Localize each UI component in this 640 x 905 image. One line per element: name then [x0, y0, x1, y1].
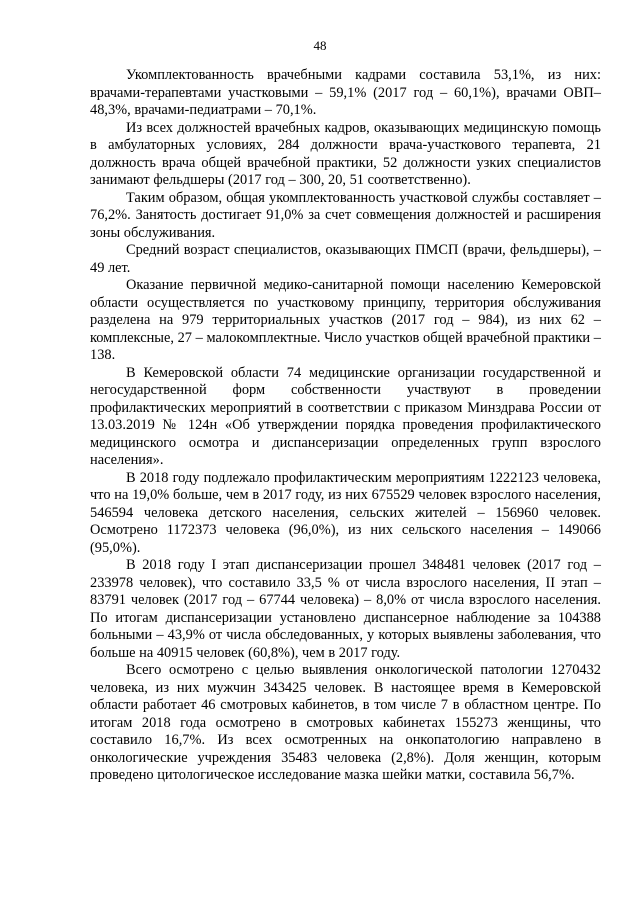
paragraph-feldsher-positions: Из всех должностей врачебных кадров, оказывающих медицинскую помощь в амбулаторных условиях, 284 должности врача-участкового терапевта, 21 должность врача общей врачебной практики, 52 должности узких специалистов занимают фельдшеры (2017 год – 300, 20, 51 соответственно). — [90, 119, 601, 188]
paragraph-preventive-measures: В 2018 году подлежало профилактическим мероприятиям 1222123 человека, что на 19,0% больше, чем в 2017 году, из них 675529 человек взрослого населения, 546594 человека детского населения, сельских жителей – 156960 человек. Осмотрено 1172373 человека (96,0%), из них сельского населения – 149066 (95,0%). — [90, 469, 601, 556]
paragraph-dispensarization: В 2018 году I этап диспансеризации прошел 348481 человек (2017 год – 233978 человек), что составило 33,5 % от числа взрослого населения, II этап – 83791 человек (2017 год – 67744 человека) – 8,0% от числа взрослого населения. По итогам диспансеризации установлено диспансерное наблюдение за 104388 больными – 43,9% от числа обследованных, у которых выявлены заболевания, что больше на 40915 человек (60,8%), чем в 2017 году. — [90, 557, 601, 661]
page-number: 48 — [313, 38, 327, 53]
paragraph-average-age: Средний возраст специалистов, оказывающих ПМСП (врачи, фельдшеры), – 49 лет. — [90, 242, 601, 276]
paragraph-medical-organizations: В Кемеровской области 74 медицинские организации государственной и негосударственной форм собственности участвуют в проведении профилактических мероприятий в соответствии с приказом Минздрава России от 13.03.2019 № 124н «Об утверждении порядка проведения профилактического медицинского осмотра и диспансеризации определенных групп взрослого населения». — [90, 364, 601, 468]
body-text — [90, 67, 601, 785]
paragraph-oncology-screening: Всего осмотрено с целью выявления онкологической патологии 1270432 человека, из них мужчин 343425 человек. В настоящее время в Кемеровской области работает 46 смотровых кабинетов, в том числе 7 в областном центре. По итогам 2018 года осмотрено в смотровых кабинетах 155273 женщины, что составило 16,7%. Из всех осмотренных на онкопатологию направлено в онкологические учреждения 35483 человека (2,8%). Доля женщин, которым проведено цитологическое исследование мазка шейки матки, составила 56,7%. — [90, 662, 601, 783]
paragraph-staffing-level: Укомплектованность врачебными кадрами составила 53,1%, из них: врачами-терапевтами участковыми – 59,1% (2017 год – 60,1%), врачами ОВП– 48,3%, врачами-педиатрами – 70,1%. — [90, 67, 601, 118]
paragraph-overall-staffing: Таким образом, общая укомплектованность участковой службы составляет – 76,2%. Занятость достигает 91,0% за счет совмещения должностей и расширения зоны обслуживания. — [90, 189, 601, 241]
paragraph-district-principle: Оказание первичной медико-санитарной помощи населению Кемеровской области осуществляется по участковому принципу, территория обслуживания разделена на 979 территориальных участков (2017 год – 984), из них 62 – комплексные, 27 – малокомплектные. Число участков общей врачебной практики – 138. — [90, 277, 601, 363]
